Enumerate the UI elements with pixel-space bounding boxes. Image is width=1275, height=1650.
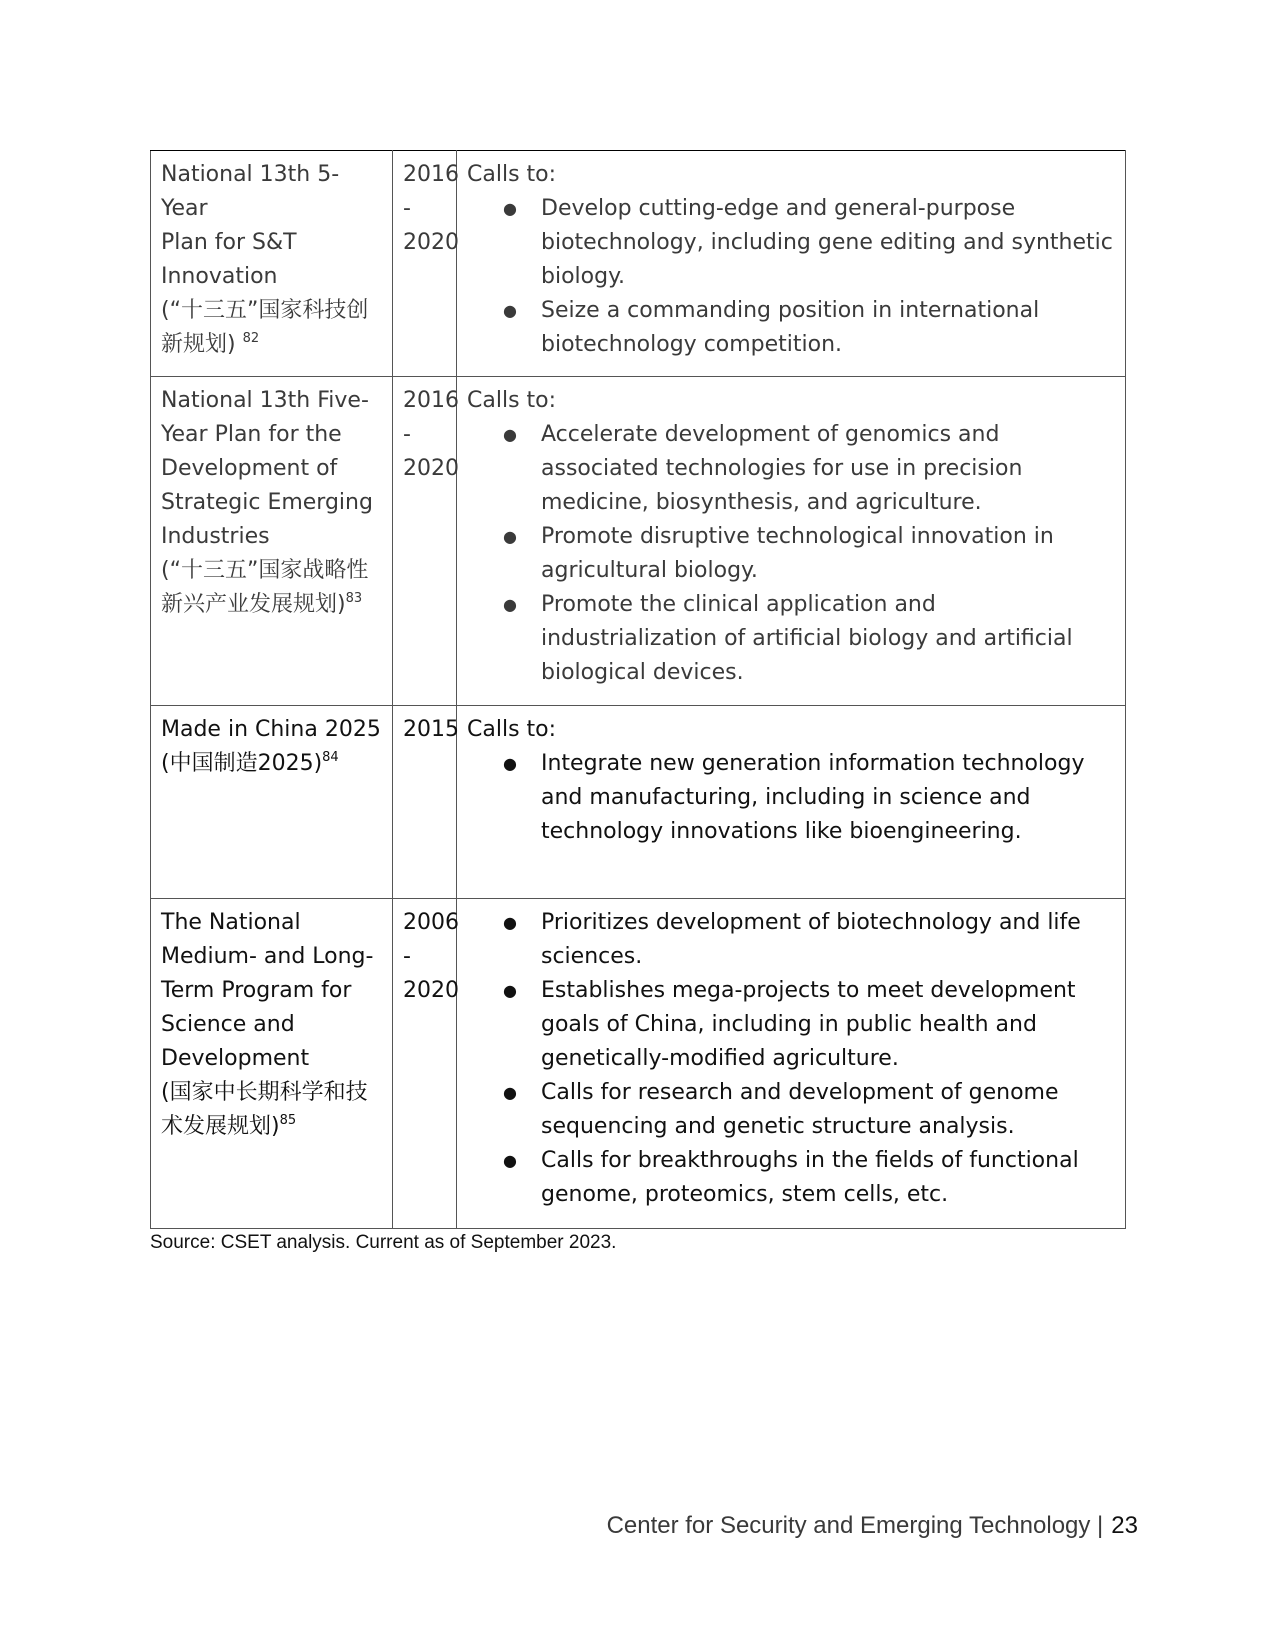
policy-name-line: Term Program for [161, 978, 352, 1003]
bullet-list [467, 747, 1115, 849]
policy-name-chinese: 术发展规划) [161, 1114, 280, 1139]
policy-name-line: The National [161, 910, 301, 935]
footer-org-name: Center for Security and Emerging Technology | [606, 1512, 1104, 1539]
bullet-icon: ● [503, 754, 517, 773]
table-row [151, 151, 1126, 377]
policy-table [150, 150, 1126, 1229]
year-end: 2020 [403, 456, 459, 481]
list-item: ● Develop cutting-edge and general-purpose biotechnology, including gene editing and synthetic biology. [541, 192, 1115, 294]
year-cell [393, 151, 457, 377]
description-cell [457, 151, 1126, 377]
policy-name-line: Strategic Emerging [161, 490, 373, 515]
bullet-icon: ● [503, 1083, 517, 1102]
year-dash: - [403, 196, 411, 221]
policy-name-line: Plan for S&T [161, 230, 297, 255]
policy-name-cell [151, 899, 393, 1229]
list-item: ● Integrate new generation information technology and manufacturing, including in science and technology innovations like bioengineering. [541, 747, 1115, 849]
source-note: Source: CSET analysis. Current as of September 2023. [150, 1232, 617, 1253]
footnote-ref[interactable]: 84 [322, 750, 339, 765]
table-row [151, 899, 1126, 1229]
year-cell [393, 377, 457, 706]
year-dash: - [403, 422, 411, 447]
page-number: 23 [1111, 1512, 1138, 1539]
year-cell [393, 706, 457, 899]
footnote-ref[interactable]: 83 [345, 591, 363, 606]
list-item: ● Calls for breakthroughs in the fields of functional genome, proteomics, stem cells, etc. [541, 1144, 1115, 1212]
list-item: ● Prioritizes development of biotechnology and life sciences. [541, 906, 1115, 974]
policy-name-line: Innovation [161, 264, 278, 289]
year-start: 2015 [403, 717, 459, 742]
policy-name-chinese: 新兴产业发展规划) [161, 592, 346, 617]
list-item: ● Establishes mega-projects to meet development goals of China, including in public health and genetically-modified agriculture. [541, 974, 1115, 1076]
bullet-icon: ● [503, 527, 517, 546]
list-item: ● Calls for research and development of genome sequencing and genetic structure analysis. [541, 1076, 1115, 1144]
bullet-icon: ● [503, 1151, 517, 1170]
policy-name-chinese: 新规划) [161, 332, 236, 357]
list-item: ● Accelerate development of genomics and associated technologies for use in precision medicine, biosynthesis, and agriculture. [541, 418, 1115, 520]
year-cell [393, 899, 457, 1229]
description-cell [457, 377, 1126, 706]
year-end: 2020 [403, 978, 459, 1003]
table-row [151, 377, 1126, 706]
policy-name-line: National 13th Five- [161, 388, 369, 413]
list-item: ● Promote disruptive technological innovation in agricultural biology. [541, 520, 1115, 588]
bullet-icon: ● [503, 981, 517, 1000]
bullet-icon: ● [503, 199, 517, 218]
bullet-list [467, 906, 1115, 1212]
policy-name-line: National 13th 5-Year [161, 162, 340, 221]
policy-name-chinese: (“十三五”国家科技创 [161, 298, 369, 323]
description-intro: Calls to: [467, 388, 557, 413]
bullet-icon: ● [503, 425, 517, 444]
policy-name-line: Medium- and Long- [161, 944, 374, 969]
footnote-ref[interactable]: 85 [279, 1113, 297, 1128]
page-footer [607, 1512, 1138, 1540]
bullet-icon: ● [503, 913, 517, 932]
bullet-icon: ● [503, 595, 517, 614]
year-start: 2006 [403, 910, 459, 935]
year-end: 2020 [403, 230, 459, 255]
description-cell [457, 706, 1126, 899]
footnote-ref[interactable]: 82 [242, 331, 260, 346]
bullet-list [467, 418, 1115, 690]
policy-name-cell [151, 706, 393, 899]
bullet-icon: ● [503, 301, 517, 320]
policy-name-line: Made in China 2025 [161, 717, 381, 742]
policy-name-line: Year Plan for the [161, 422, 342, 447]
list-item: ● Seize a commanding position in international biotechnology competition. [541, 294, 1115, 362]
list-item: ● Promote the clinical application and industrialization of artificial biology and artificial biological devices. [541, 588, 1115, 690]
policy-name-chinese: (国家中长期科学和技 [161, 1080, 368, 1105]
policy-name-line: Industries [161, 524, 270, 549]
year-start: 2016 [403, 162, 459, 187]
table-row [151, 706, 1126, 899]
description-intro: Calls to: [467, 162, 557, 187]
policy-name-line: Development [161, 1046, 310, 1071]
policy-name-chinese: (中国制造2025) [161, 751, 323, 776]
bullet-list [467, 192, 1115, 362]
policy-name-line: Development of [161, 456, 338, 481]
year-start: 2016 [403, 388, 459, 413]
year-dash: - [403, 944, 411, 969]
description-cell [457, 899, 1126, 1229]
policy-name-chinese: (“十三五”国家战略性 [161, 558, 369, 583]
description-intro: Calls to: [467, 717, 557, 742]
policy-name-line: Science and [161, 1012, 295, 1037]
policy-name-cell [151, 377, 393, 706]
policy-name-cell [151, 151, 393, 377]
